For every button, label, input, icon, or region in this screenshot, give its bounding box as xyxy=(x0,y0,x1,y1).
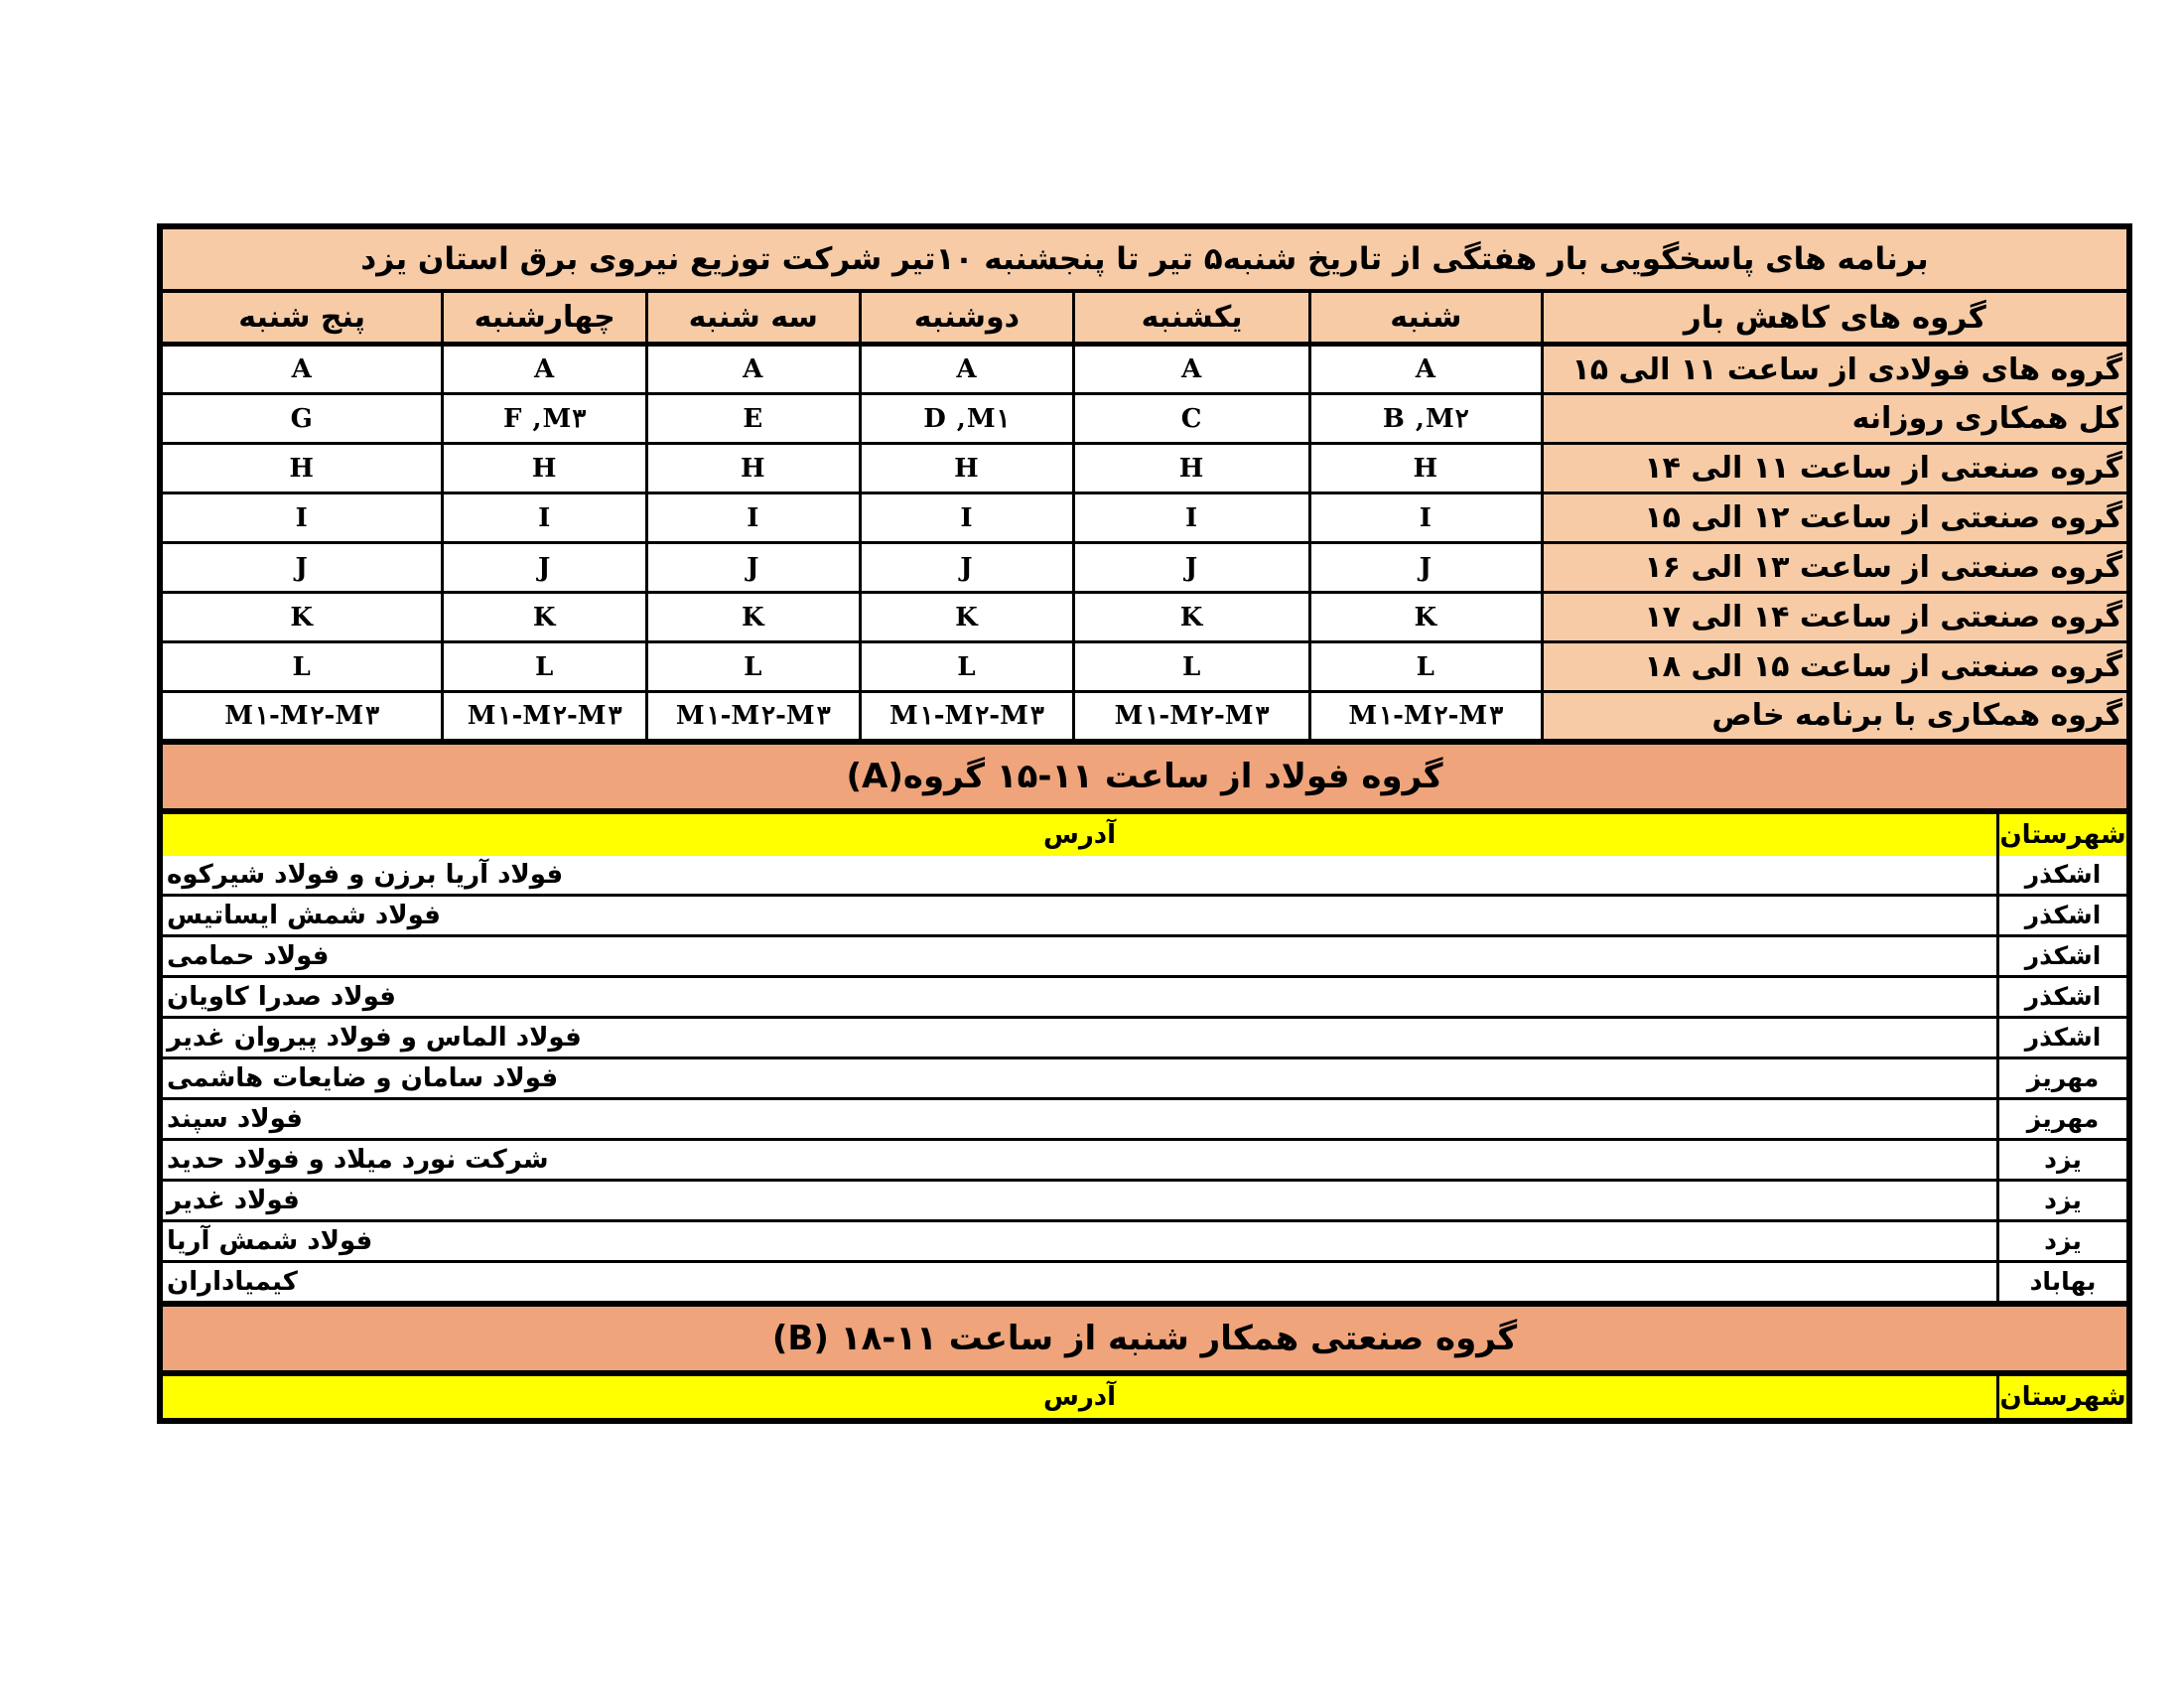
company-name: فولاد شمش ایساتیس xyxy=(163,897,1999,934)
company-row xyxy=(163,1260,2126,1301)
company-name: فولاد الماس و فولاد پیروان غدیر xyxy=(163,1019,1999,1056)
company-name: کیمیاداران xyxy=(163,1263,1999,1301)
group-label: گروه صنعتی از ساعت ۱۴ الی ۱۷ xyxy=(1542,593,2129,642)
day-header-sunday: یکشنبه xyxy=(1074,291,1310,345)
group-label: کل همکاری روزانه xyxy=(1542,394,2129,444)
schedule-cell: K xyxy=(1074,593,1310,642)
schedule-cell: L xyxy=(160,642,443,692)
company-row xyxy=(163,1097,2126,1138)
table-row xyxy=(160,543,2129,593)
table-row xyxy=(160,692,2129,742)
company-city: اشکذر xyxy=(1999,937,2126,975)
company-name: فولاد صدرا کاویان xyxy=(163,978,1999,1016)
schedule-cell: A xyxy=(160,345,443,394)
day-header-saturday: شنبه xyxy=(1309,291,1542,345)
schedule-cell: J xyxy=(1074,543,1310,593)
day-header-monday: دوشنبه xyxy=(860,291,1074,345)
schedule-cell: M۱-M۲-M۳ xyxy=(860,692,1074,742)
schedule-cell: I xyxy=(1309,493,1542,543)
table-row xyxy=(160,493,2129,543)
company-city: بهاباد xyxy=(1999,1263,2126,1301)
schedule-cell: I xyxy=(1074,493,1310,543)
schedule-cell: H xyxy=(1309,444,1542,493)
group-column-header: گروه های کاهش بار xyxy=(1542,291,2129,345)
company-name: فولاد شمش آریا xyxy=(163,1222,1999,1260)
schedule-cell: A xyxy=(1309,345,1542,394)
company-city: یزد xyxy=(1999,1182,2126,1219)
schedule-cell: J xyxy=(1309,543,1542,593)
schedule-cell: K xyxy=(160,593,443,642)
weekly-schedule-table xyxy=(157,223,2132,745)
group-label: گروه صنعتی از ساعت ۱۳ الی ۱۶ xyxy=(1542,543,2129,593)
schedule-cell: M۱-M۲-M۳ xyxy=(1074,692,1310,742)
schedule-cell: H xyxy=(860,444,1074,493)
company-city: اشکذر xyxy=(1999,897,2126,934)
company-name: فولاد غدیر xyxy=(163,1182,1999,1219)
group-label: گروه صنعتی از ساعت ۱۱ الی ۱۴ xyxy=(1542,444,2129,493)
company-row xyxy=(163,894,2126,934)
schedule-cell: I xyxy=(646,493,860,543)
schedule-cell: A xyxy=(646,345,860,394)
schedule-cell: I xyxy=(160,493,443,543)
company-name: شرکت نورد میلاد و فولاد حدید xyxy=(163,1141,1999,1179)
table-row xyxy=(160,642,2129,692)
company-row xyxy=(163,856,2126,894)
section-b-column-headers xyxy=(157,1370,2132,1424)
schedule-cell: I xyxy=(443,493,647,543)
section-a-company-list xyxy=(157,856,2132,1307)
company-row xyxy=(163,934,2126,975)
schedule-cell: J xyxy=(443,543,647,593)
company-city: یزد xyxy=(1999,1141,2126,1179)
company-row xyxy=(163,1219,2126,1260)
day-header-tuesday: سه شنبه xyxy=(646,291,860,345)
day-header-row xyxy=(160,291,2129,345)
city-column-header: شهرستان xyxy=(1999,814,2126,856)
schedule-cell: K xyxy=(646,593,860,642)
schedule-cell: H xyxy=(443,444,647,493)
schedule-cell: H xyxy=(646,444,860,493)
address-column-header: آدرس xyxy=(163,814,1999,856)
schedule-cell: M۱-M۲-M۳ xyxy=(443,692,647,742)
section-b-header: گروه صنعتی همکار شنبه از ساعت ۱۱-۱۸ (B) xyxy=(157,1301,2132,1376)
address-column-header: آدرس xyxy=(163,1376,1999,1418)
sheet-title: برنامه های پاسخگویی بار هفتگی از تاریخ شنبه۵ تیر تا پنجشنبه ۱۰تیر شرکت توزیع نیروی برق استان یزد xyxy=(160,226,2129,291)
schedule-cell: F ,M۳ xyxy=(443,394,647,444)
company-city: مهریز xyxy=(1999,1100,2126,1138)
day-header-thursday: پنج شنبه xyxy=(160,291,443,345)
company-name: فولاد حمامی xyxy=(163,937,1999,975)
schedule-cell: H xyxy=(160,444,443,493)
schedule-cell: L xyxy=(1074,642,1310,692)
company-name: فولاد آریا برزن و فولاد شیرکوه xyxy=(163,856,1999,894)
company-city: اشکذر xyxy=(1999,978,2126,1016)
schedule-cell: A xyxy=(1074,345,1310,394)
schedule-cell: C xyxy=(1074,394,1310,444)
schedule-cell: J xyxy=(860,543,1074,593)
schedule-cell: D ,M۱ xyxy=(860,394,1074,444)
company-name: فولاد سامان و ضایعات هاشمی xyxy=(163,1059,1999,1097)
schedule-cell: K xyxy=(1309,593,1542,642)
company-row xyxy=(163,1138,2126,1179)
schedule-cell: H xyxy=(1074,444,1310,493)
schedule-cell: L xyxy=(443,642,647,692)
company-city: اشکذر xyxy=(1999,1019,2126,1056)
company-row xyxy=(163,975,2126,1016)
schedule-cell: A xyxy=(443,345,647,394)
schedule-cell: M۱-M۲-M۳ xyxy=(1309,692,1542,742)
schedule-cell: A xyxy=(860,345,1074,394)
company-row xyxy=(163,1056,2126,1097)
schedule-cell: L xyxy=(646,642,860,692)
city-column-header: شهرستان xyxy=(1999,1376,2126,1418)
table-row xyxy=(160,593,2129,642)
schedule-cell: B ,M۲ xyxy=(1309,394,1542,444)
company-city: مهریز xyxy=(1999,1059,2126,1097)
schedule-cell: G xyxy=(160,394,443,444)
company-city: یزد xyxy=(1999,1222,2126,1260)
load-response-sheet xyxy=(157,223,2132,1424)
company-row xyxy=(163,1016,2126,1056)
schedule-cell: J xyxy=(160,543,443,593)
section-a-header: گروه فولاد از ساعت ۱۱-۱۵ گروه(A) xyxy=(157,739,2132,814)
company-city: اشکذر xyxy=(1999,856,2126,894)
table-row xyxy=(160,394,2129,444)
company-row xyxy=(163,1179,2126,1219)
schedule-cell: K xyxy=(860,593,1074,642)
schedule-cell: M۱-M۲-M۳ xyxy=(160,692,443,742)
group-label: گروه همکاری با برنامه خاص xyxy=(1542,692,2129,742)
group-label: گروه های فولادی از ساعت ۱۱ الی ۱۵ xyxy=(1542,345,2129,394)
table-row xyxy=(160,345,2129,394)
schedule-cell: E xyxy=(646,394,860,444)
title-row xyxy=(160,226,2129,291)
day-header-wednesday: چهارشنبه xyxy=(443,291,647,345)
schedule-cell: L xyxy=(1309,642,1542,692)
table-row xyxy=(160,444,2129,493)
schedule-cell: M۱-M۲-M۳ xyxy=(646,692,860,742)
section-a-column-headers xyxy=(157,808,2132,862)
group-label: گروه صنعتی از ساعت ۱۵ الی ۱۸ xyxy=(1542,642,2129,692)
schedule-cell: L xyxy=(860,642,1074,692)
schedule-cell: J xyxy=(646,543,860,593)
schedule-cell: K xyxy=(443,593,647,642)
group-label: گروه صنعتی از ساعت ۱۲ الی ۱۵ xyxy=(1542,493,2129,543)
company-name: فولاد سپند xyxy=(163,1100,1999,1138)
schedule-cell: I xyxy=(860,493,1074,543)
